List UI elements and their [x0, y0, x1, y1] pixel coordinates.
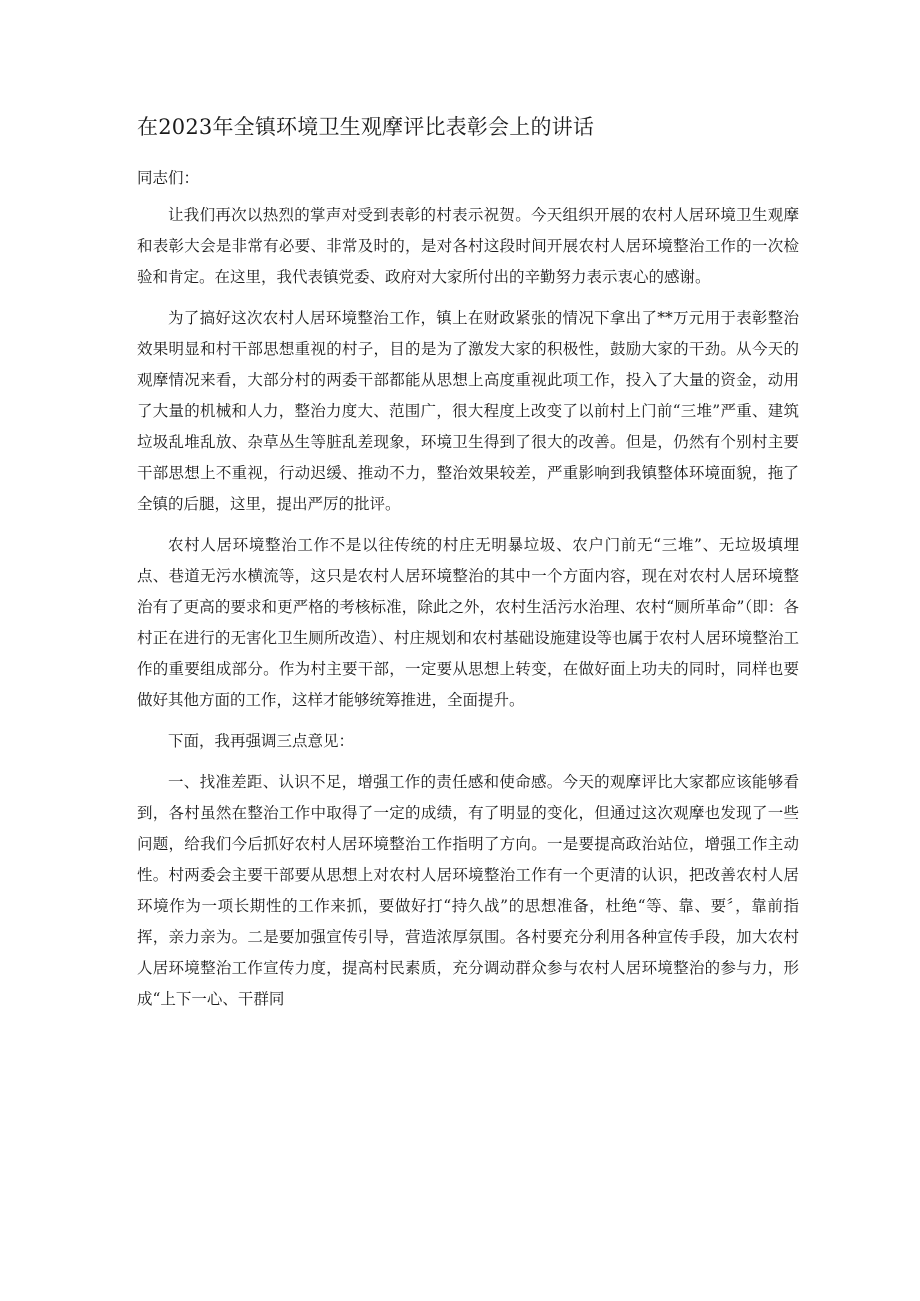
document-page [137, 112, 799, 1025]
paragraph: 下面，我再强调三点意见： [168, 732, 355, 750]
document-title: 在2023年全镇环境卫生观摩评比表彰会上的讲话 [137, 115, 595, 139]
paragraph: 让我们再次以热烈的掌声对受到表彰的村表示祝贺。今天组织开展的农村人居环境卫生观摩和表彰大会是非常有必要、非常及时的，是对各村这段时间开展农村人居环境整治工作的一次检验和肯定。在这里，我代表镇党委、政府对大家所付出的辛勤努力表示衷心的感谢。 [137, 206, 799, 286]
paragraph: 农村人居环境整治工作不是以往传统的村庄无明暴垃圾、农户门前无“三堆”、无垃圾填埋点、巷道无污水横流等，这只是农村人居环境整治的其中一个方面内容，现在对农村人居环境整治有了更高的要求和更严格的考核标准，除此之外，农村生活污水治理、农村“厕所革命”（即：各村正在进行的无害化卫生厕所改造）、村庄规划和农村基础设施建设等也属于农村人居环境整治工作的重要组成部分。作为村主要干部，一定要从思想上转变，在做好面上功夫的同时，同样也要做好其他方面的工作，这样才能够统筹推进，全面提升。 [137, 536, 799, 709]
salutation: 同志们： [137, 169, 200, 187]
paragraph: 为了搞好这次农村人居环境整治工作，镇上在财政紧张的情况下拿出了**万元用于表彰整治效果明显和村干部思想重视的村子，目的是为了激发大家的积极性，鼓励大家的干劲。从今天的观摩情况来看，大部分村的两委干部都能从思想上高度重视此项工作，投入了大量的资金，动用了大量的机械和人力，整治力度大、范围广，很大程度上改变了以前村上门前“三堆”严重、建筑垃圾乱堆乱放、杂草丛生等脏乱差现象，环境卫生得到了很大的改善。但是，仍然有个别村主要干部思想上不重视，行动迟缓、推动不力，整治效果较差，严重影响到我镇整体环境面貌，拖了全镇的后腿，这里，提出严厉的批评。 [137, 309, 799, 513]
paragraph: 一、找准差距、认识不足，增强工作的责任感和使命感。今天的观摩评比大家都应该能够看到，各村虽然在整治工作中取得了一定的成绩，有了明显的变化，但通过这次观摩也发现了一些问题，给我们今后抓好农村人居环境整治工作指明了方向。一是要提高政治站位，增强工作主动性。村两委会主要干部要从思想上对农村人居环境整治工作有一个更清的认识，把改善农村人居环境作为一项长期性的工作来抓，要做好打“持久战”的思想准备，杜绝“等、靠、要〞，靠前指挥，亲力亲为。二是要加强宣传引导，营造浓厚氛围。各村要充分利用各种宣传手段，加大农村人居环境整治工作宣传力度，提高村民素质，充分调动群众参与农村人居环境整治的参与力，形成“上下一心、干群同 [137, 773, 799, 1008]
